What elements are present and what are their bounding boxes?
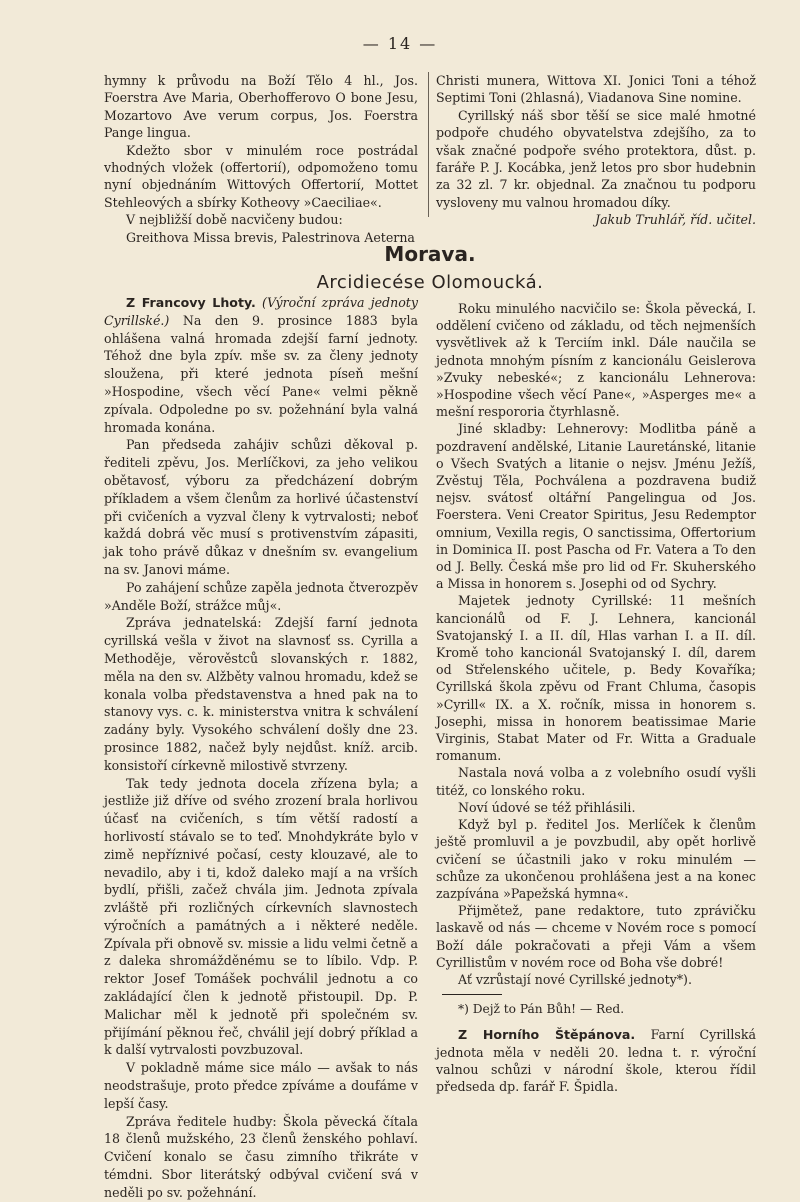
paragraph: Po zahájení schůze zapěla jednota čtverozpěv »Anděle Boží, strážce můj«. — [104, 579, 418, 613]
paragraph: Cyrillský náš sbor těší se sice malé hmotné podpoře chudého obyvatelstva zdejšího, za to však značné podpoře svého protektora, důst. p. faráře P. J. Kocábka, jenž letos pro sbor hudebnin za 32 zl. 7 kr. objednal. Za značnou tu podporu vysloveny mu valnou hromadou díky. — [436, 107, 756, 210]
paragraph: V nejbližší době nacvičeny budou: — [126, 212, 343, 228]
footnote-rule — [442, 994, 502, 995]
article-heading: Z Francovy Lhoty. — [126, 295, 256, 310]
signature: Jakub Truhlář, říd. učitel. — [594, 212, 756, 228]
article-heading: Z Horního Štěpánova. — [458, 1027, 636, 1043]
footnote: *) Dejž to Pán Bůh! — Red. — [458, 1002, 625, 1017]
paragraph — [104, 294, 418, 436]
paragraph-text: Farní Cyrillská jednota měla v neděli 20. ledna t. r. výroční valnou schůzi v národní škole, kterou řídil předseda dp. farář F. Špidla. — [436, 1027, 756, 1094]
column-divider — [428, 72, 429, 217]
paragraph: Pan předseda zahájiv schůzi děkoval p. řediteli zpěvu, Jos. Merlíčkovi, za jeho velikou obětavosť, výboru za předcházení dobrým příkladem a všem členům za horlivé účastenství při cvičeních a vyzval členy k vytrvalosti; neboť každá dobrá věc musí s protivenstvím zápasiti, jak toho právě důkaz v dnešním sv. evangelium na sv. Janovi máme. — [104, 437, 418, 577]
page-number: — 14 — — [362, 34, 438, 53]
paragraph: Kdežto sbor v minulém roce postrádal vhodných vložek (offertorií), odpomoženo tomu nyní objednáním Wittových Offertorií, Mottet Stehleových a sbírky Kotheovy »Caeciliae«. — [104, 142, 418, 210]
paragraph: V pokladně máme sice málo — avšak to nás neodstrašuje, proto předce zpíváme a doufáme v lepší časy. — [104, 1060, 418, 1111]
paragraph-text: Na den 9. prosince 1883 byla ohlášena valná hromada zdejší farní jednoty. Téhož dne byla zpív. mše sv. za členy jednoty sloužena, při které jednota píseň mešní »Hospodine, všech věcí Pane« velmi pěkně zpívala. Odpoledne po sv. požehnání byla valná hromada konána. — [104, 312, 418, 435]
paragraph: Ať vzrůstají nové Cyrillské jednoty*). — [458, 971, 692, 987]
top-left-column — [104, 72, 418, 246]
left-column — [104, 294, 418, 1202]
section-title: Morava. — [384, 242, 476, 266]
paragraph: Přijmětež, pane redaktore, tuto zprávičku laskavě od nás — chceme v Novém roce s pomocí Boží dále pokračovati a přeji Vám a všem Cyrillistům v novém roce od Boha vše dobré! — [436, 903, 756, 970]
section-subtitle: Arcidiecése Olomoucká. — [316, 272, 544, 293]
top-right-column — [436, 72, 756, 229]
paragraph: hymny k průvodu na Boží Tělo 4 hl., Jos. Foerstra Ave Maria, Oberhofferovo O bone Jesu, Mozartovo Ave verum corpus, Jos. Foerstra Pange lingua. — [104, 73, 418, 141]
paragraph: Jiné skladby: Lehnerovy: Modlitba páně a pozdravení andělské, Litanie Lauretánské, litanie o Všech Svatých a litanie o nejsv. Jménu Ježíš, Zvěstuj Těla, Pochválena a pozdravena budiž nejsv. svátosť oltářní Pangelingua od Jos. Foerstera. Veni Creator Spiritus, Jesu Redemptor omnium, Vexilla regis, O sanctissima, Offertorium in Dominica II. post Pascha od Fr. Vatera a To den od J. Belly. Česká mše pro lid od Fr. Skuherského a Missa in honorem s. Josephi od od Sychry. — [436, 421, 756, 592]
article-subheading: (Výroční zpráva jednoty Cyrillské.) — [104, 295, 418, 328]
paragraph: Zpráva jednatelská: Zdejší farní jednota cyrillská vešla v život na slavnosť ss. Cyrilla a Methoděje, věrověstců slovanských r. 1882, měla na den sv. Alžběty valnou hromadu, kdež se konala volba představenstva a hned pak na to stanovy vys. c. k. ministerstva vnitra k schválení zadány byly. Vysokého schválení došly dne 23. prosince 1882, načež byly nejdůst. kníž. arcib. konsistoří církevně milostivě stvrzeny. — [104, 615, 418, 773]
paragraph: Greithova Missa brevis, Palestrinova Aeterna — [126, 229, 415, 245]
paragraph: Christi munera, Wittova XI. Jonici Toni a téhož Septimi Toni (2hlasná), Viadanova Sine nomine. — [436, 73, 756, 106]
paragraph: Majetek jednoty Cyrillské: 11 mešních kancionálů od F. J. Lehnera, kancionál Svatojanský I. a II. díl, Hlas varhan I. a II. díl. Kromě toho kancionál Svatojanský I. díl, darem od Střelenského učitele, p. Bedy Kovaříka; Cyrillská škola zpěvu od Frant Chluma, časopis »Cyrill« IX. a X. ročník, missa in honorem s. Josephi, missa in honorem beatissimae Marie Virginis, Stabat Mater od Fr. Witta a Graduale romanum. — [436, 593, 756, 764]
right-column — [436, 300, 756, 1095]
paragraph — [436, 1026, 756, 1095]
paragraph: Nastala nová volba a z volebního osudí vyšli titéž, co lonského roku. — [436, 765, 756, 798]
paragraph: Noví údové se též přihlásili. — [458, 799, 636, 815]
paragraph: Tak tedy jednota docela zřízena byla; a jestliže již dříve od svého zrození brala horlivou účasť na cvičeních, s tím větší radostí a horlivostí stávalo se to teď. Mnohdykráte bylo v zimě nepříznivé počasí, cesty klouzavé, ale to nevadilo, aby i ti, kdož daleko mají a na vrších bydlí, přišli, začež chvála jim. Jednota zpívala zvláště při rozličných církevních slavnostech výročních a památných a i některé neděle. Zpívala při obnově sv. missie a lidu velmi četně a z daleka shromážděnému se to líbilo. Vdp. P. rektor Josef Tomášek pochválil jednotu a co zakládající člen k jednotě přistoupil. Dp. P. Malichar měl k jednotě při společném sv. přijímání pěknou řeč, chválil její dobrý příklad a k další vytrvalosti povzbuzoval. — [104, 775, 418, 1058]
paragraph: Roku minulého nacvičilo se: Škola pěvecká, I. oddělení cvičeno od základu, od těch nejmenších vysvětlivek až k Terciím inkl. Dále naučila se jednota mnohým písním z kancionálu Geislerova »Zvuky nebeské«; z kancionálu Lehnerova: »Hospodine všech věcí Pane«, »Asperges me« a mešní respororia čtyrhlasně. — [436, 301, 756, 420]
paragraph: Když byl p. ředitel Jos. Merlíček k členům ještě promluvil a je povzbudil, aby opět horlivě cvičení se účastnili jako v roku minulém — schůze za ukončenou prohlášena jest a na konec zazpívána »Papežská hymna«. — [436, 817, 756, 901]
paragraph: Zpráva ředitele hudby: Škola pěvecká čítala 18 členů mužského, 23 členů ženského pohlaví. Cvičení konalo se času zimního třikráte v témdni. Sbor literátský odbýval cvičení svá v neděli po sv. požehnání. — [104, 1113, 418, 1200]
